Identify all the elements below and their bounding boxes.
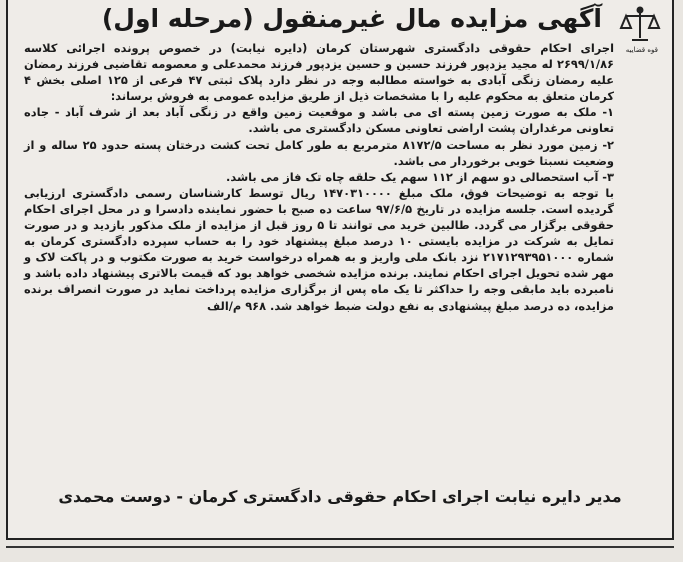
signature-line: مدیر دایره نیابت اجرای احکام حقوقی دادگستری کرمان - دوست محمدی: [58, 487, 622, 506]
emblem-caption: قوه قضاییه: [625, 46, 658, 54]
judiciary-emblem-icon: [618, 4, 662, 48]
auction-notice: [6, 0, 674, 540]
paragraph-intro: اجرای احکام حقوقی دادگستری شهرستان کرمان (دایره نیابت) در خصوص پرونده اجرائی کلاسه ۲۶۹۹/۱/۸۶ له مجید یزدپور فرزند حسین و حسین یزدپور فرزند محمدعلی و معصومه تقاضیی فرزند رمضان علیه رمضان زنگی آبادی به خواسته مطالبه وجه در نظر دارد پلاک ثبتی ۴۷ فرعی از ۱۲۵ اصلی بخش ۴ کرمان متعلق به محکوم علیه را با مشخصات ذیل از طریق مزایده عمومی به فروش برساند:: [24, 41, 614, 104]
notice-body: [24, 40, 614, 314]
paragraph-item-3: ۳- آب استحصالی دو سهم از ۱۱۲ سهم یک حلقه چاه تک فاز می باشد.: [226, 169, 614, 184]
notice-title: آگهی مزایده مال غیرمنقول (مرحله اول): [101, 4, 602, 33]
paragraph-conditions: با توجه به توضیحات فوق، ملک مبلغ ۱۴۷۰۳۱۰۰۰۰ ریال توسط کارشناسان رسمی دادگستری ارزیابی گردیده است. جلسه مزایده در تاریخ ۹۷/۶/۵ ساعت ده صبح با حضور نماینده دادسرا و در محل اجرای احکام حقوقی برگزار می گردد. طالبین خرید می توانند تا ۵ روز قبل از مزایده از ملک مذکور بازدید و در صورت تمایل به شرکت در مزایده بایستی ۱۰ درصد مبلغ پیشنهاد خود را به حساب سپرده دادگستری کرمان به شماره ۲۱۷۱۲۹۳۹۵۱۰۰۰ نزد بانک ملی واریز و به همراه درخواست خرید به صورت مکتوب و در پاکت لاک و مهر شده تحویل اجرای احکام نمایند. برنده مزایده شخصی خواهد بود که قیمت بالاتری پیشنهاد داده باشد و نامبرده باید مابقی وجه را حداکثر تا یک ماه پس از برگزاری مزایده پرداخت نماید در صورت انصراف برنده مزایده، ده درصد مبلغ پیشنهادی به نفع دولت ضبط خواهد شد. ۹۶۸ م/الف: [24, 185, 614, 313]
paragraph-item-2: ۲- زمین مورد نظر به مساحت ۸۱۷۲/۵ مترمربع به طور کامل تحت کشت درختان پسته حدود ۲۵ ساله و از وضعیت نسبتا خوبی برخوردار می باشد.: [24, 137, 614, 168]
bottom-divider: [6, 546, 674, 548]
paragraph-item-1: ۱- ملک به صورت زمین پسته ای می باشد و موقعیت زمین واقع در زنگی آباد بعد از شرف آباد - جاده تعاونی مرغداران پشت اراضی تعاونی مسکن دادگستری می باشد.: [24, 105, 614, 136]
notice-header: [8, 0, 672, 54]
